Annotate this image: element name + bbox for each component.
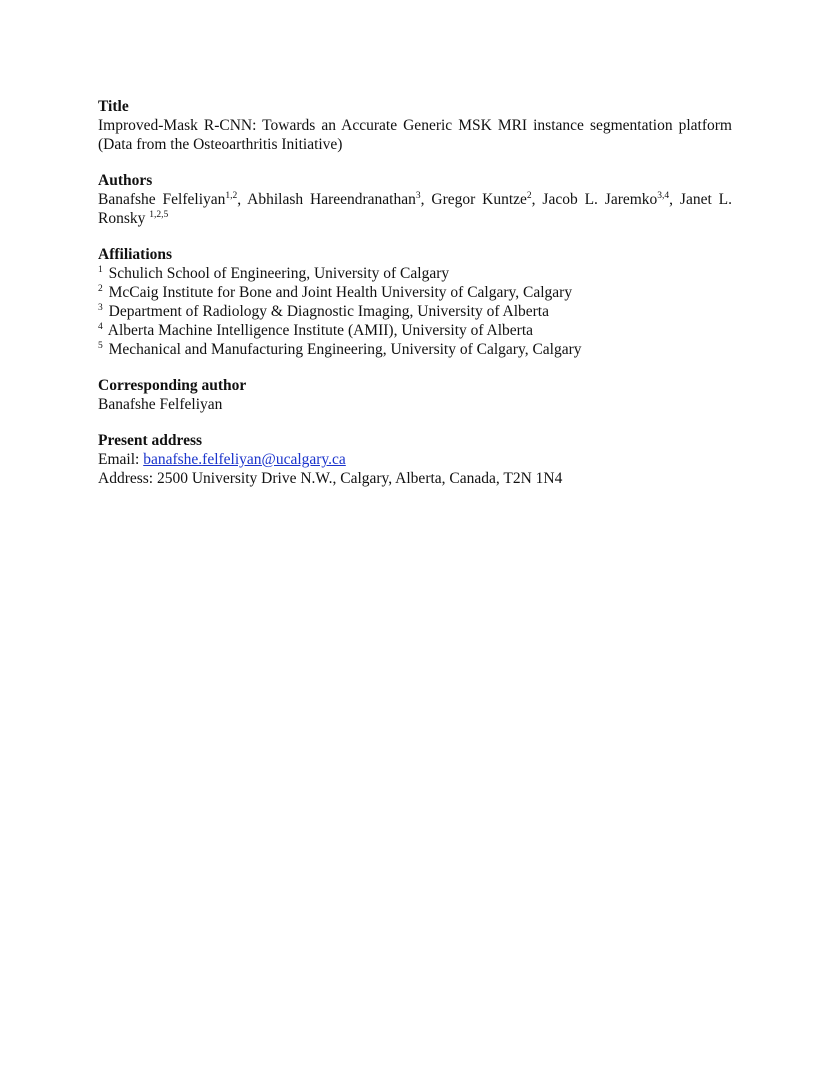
authors-heading: Authors	[98, 172, 153, 189]
affiliation-number: 2	[98, 284, 103, 294]
author-affiliation-number: 1,2,5	[149, 210, 169, 220]
title-page	[98, 97, 732, 488]
affiliation-item	[98, 283, 732, 302]
author-name: Banafshe Felfeliyan	[98, 191, 226, 208]
affiliation-text: Department of Radiology & Diagnostic Imaging, University of Alberta	[108, 303, 549, 320]
email-link[interactable]: banafshe.felfeliyan@ucalgary.ca	[143, 451, 346, 468]
author-separator: ,	[237, 191, 248, 208]
affiliation-item	[98, 302, 732, 321]
affiliation-text: Alberta Machine Intelligence Institute (AMII), University of Alberta	[107, 322, 534, 339]
author-affiliation-number: 2	[526, 191, 532, 201]
affiliation-item	[98, 321, 732, 340]
author-name: Janet L. Ronsky	[98, 191, 732, 227]
title-section	[98, 97, 732, 154]
affiliation-item	[98, 340, 732, 359]
affiliation-text: Schulich School of Engineering, University of Calgary	[108, 265, 450, 282]
author-name: Jacob L. Jaremko	[542, 191, 658, 208]
paper-title: Improved-Mask R-CNN: Towards an Accurate Generic MSK MRI instance segmentation platform (Data from the Osteoarthritis Initiative)	[98, 117, 732, 153]
affiliation-number: 1	[98, 265, 103, 275]
affiliations-section	[98, 245, 732, 359]
author-affiliation-number: 3,4	[657, 191, 670, 201]
title-heading: Title	[98, 98, 129, 115]
present-address-heading: Present address	[98, 432, 203, 449]
author-separator: ,	[420, 191, 432, 208]
author-separator: ,	[669, 191, 680, 208]
affiliation-text: McCaig Institute for Bone and Joint Health University of Calgary, Calgary	[108, 284, 573, 301]
author-affiliation-number: 3	[415, 191, 421, 201]
postal-address: Address: 2500 University Drive N.W., Calgary, Alberta, Canada, T2N 1N4	[98, 470, 563, 487]
author-list	[98, 190, 732, 228]
affiliation-item	[98, 264, 732, 283]
affiliations-heading: Affiliations	[98, 246, 173, 263]
email-line	[98, 450, 732, 469]
corresponding-author-heading: Corresponding author	[98, 377, 247, 394]
present-address-section	[98, 431, 732, 488]
author-name: Abhilash Hareendranathan	[247, 191, 416, 208]
author-affiliation-number: 1,2	[225, 191, 238, 201]
corresponding-author-section	[98, 376, 732, 414]
authors-section	[98, 171, 732, 228]
author-name: Gregor Kuntze	[431, 191, 527, 208]
corresponding-author-name: Banafshe Felfeliyan	[98, 396, 223, 413]
affiliation-number: 5	[98, 341, 103, 351]
author-separator: ,	[531, 191, 543, 208]
affiliation-text: Mechanical and Manufacturing Engineering, University of Calgary, Calgary	[108, 341, 582, 358]
affiliation-number: 3	[98, 303, 103, 313]
affiliation-number: 4	[98, 322, 103, 332]
email-label: Email:	[98, 451, 144, 468]
